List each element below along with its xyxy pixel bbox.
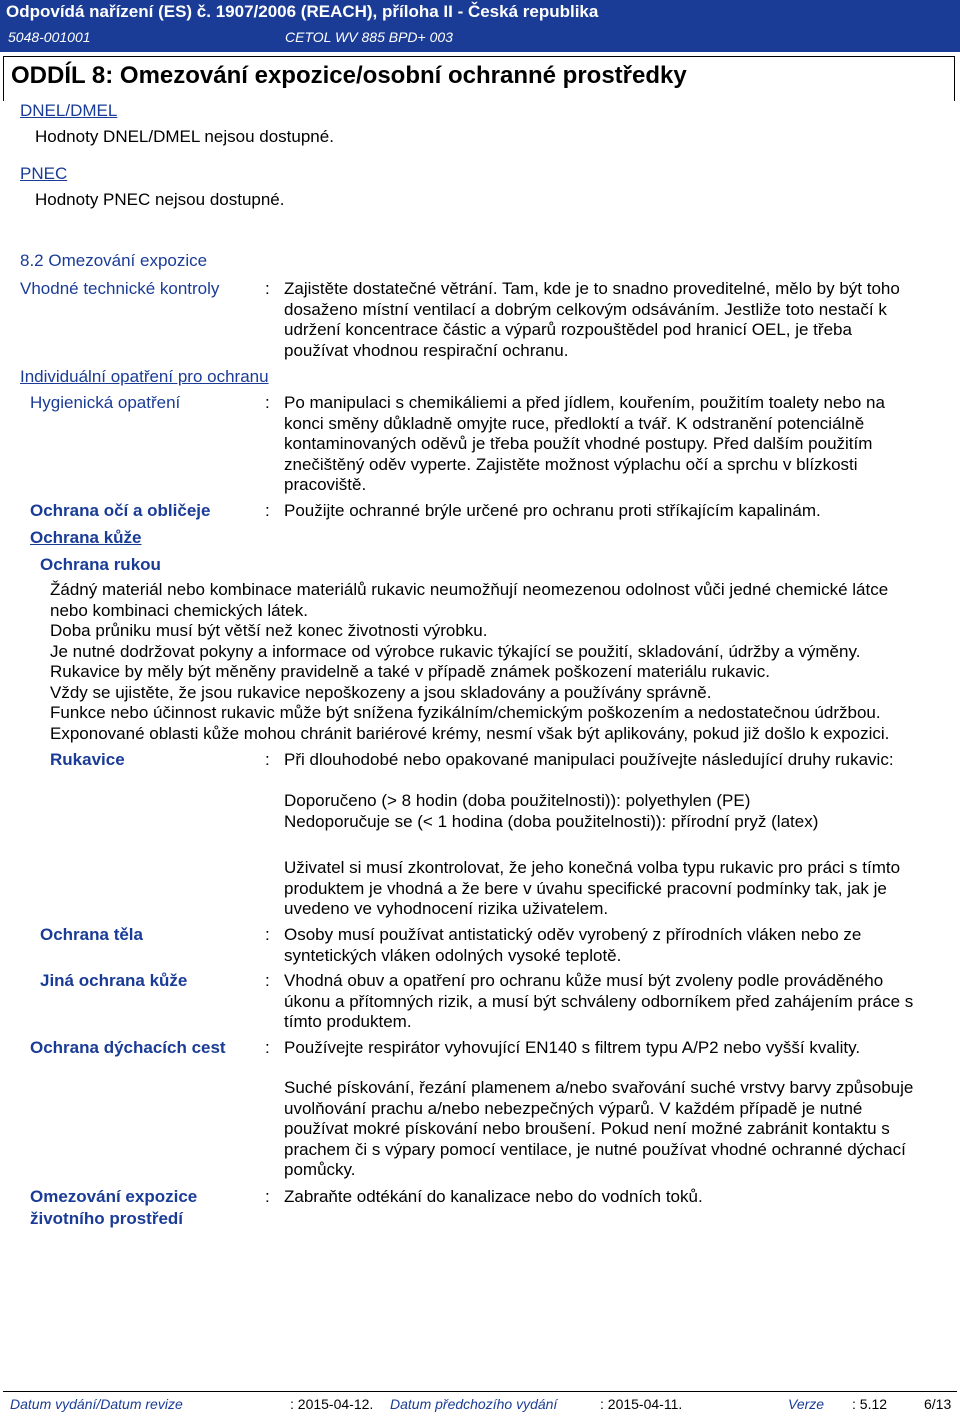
separator: : — [265, 925, 270, 944]
hygiene-line: konci směny důkladně omyjte ruce, předloktí a tvář. K odstranění potenciálně — [284, 413, 865, 433]
separator: : — [265, 393, 270, 412]
respiratory-note-line: Suché pískování, řezání plamenem a/nebo svařování suché vrstvy barvy způsobuje — [284, 1078, 914, 1097]
separator: : — [265, 501, 270, 520]
engineering-label: Vhodné technické kontroly — [20, 279, 220, 298]
hand-label: Ochrana rukou — [40, 555, 161, 574]
engineering-line: udržení koncentrace částic a výparů rozpouštědel pod hranicí OEL, je třeba — [284, 320, 852, 339]
hand-line: Doba průniku musí být větší než konec životnosti výrobku. — [50, 621, 488, 640]
exposure-heading: 8.2 Omezování expozice — [20, 251, 208, 270]
respiratory-note-line: prachem či s výpary pomocí ventilace, je nutné používat vhodné ochranné dýchací — [284, 1139, 906, 1159]
hand-line: nebo kombinaci chemických látek. — [50, 600, 308, 620]
other-skin-line: tímto produktem. — [284, 1012, 412, 1031]
product-name: CETOL WV 885 BPD+ 003 — [285, 29, 453, 45]
gloves-note-line: uvedeno ve vyhodnocení rizika uživatelem. — [284, 899, 609, 918]
hand-line: Rukavice by měly být měněny pravidelně a také v případě známek poškození materiálu rukavic. — [50, 662, 771, 681]
footer-previous-value: : 2015-04-11. — [600, 1396, 683, 1412]
hygiene-label: Hygienická opatření — [30, 393, 181, 412]
separator: : — [265, 1187, 270, 1206]
gloves-label: Rukavice — [50, 750, 125, 769]
body-line: Osoby musí používat antistatický oděv vyrobený z přírodních vláken nebo ze — [284, 925, 862, 944]
footer-version-label: Verze — [788, 1396, 825, 1412]
footer-divider — [3, 1391, 957, 1392]
footer-version-value: : 5.12 — [852, 1396, 888, 1412]
body-line: syntetických vláken odolných vysoké teplotě. — [284, 945, 622, 965]
hand-line: Žádný materiál nebo kombinace materiálů rukavic neumožňují neomezenou odolnost vůči jedné chemické látce — [50, 580, 889, 599]
engineering-line: dosaženo místní ventilací a dobrým celkovým odsáváním. Jestliže toto nestačí k — [284, 299, 887, 319]
eye-label: Ochrana očí a obličeje — [30, 501, 211, 520]
eye-text: Použijte ochranné brýle určené pro ochranu proti stříkajícím kapalinám. — [284, 501, 821, 520]
gloves-note-line: Uživatel si musí zkontrolovat, že jeho konečná volba typu rukavic pro práci s tímto — [284, 858, 901, 877]
other-skin-label: Jiná ochrana kůže — [40, 971, 188, 990]
respiratory-note-line: používat mokré pískování nebo broušení. Pokud není možné zabránit kontaktu s — [284, 1119, 890, 1138]
hand-line: Je nutné dodržovat pokyny a informace od výrobce rukavic týkající se použití, skladování, údržby a výměny. — [50, 641, 861, 661]
footer-previous-label: Datum předchozího vydání — [390, 1396, 558, 1412]
separator: : — [265, 750, 270, 769]
pnec-text: Hodnoty PNEC nejsou dostupné. — [35, 190, 285, 209]
section-title: ODDÍL 8: Omezování expozice/osobní ochranné prostředky — [11, 62, 687, 89]
respiratory-note-line: pomůcky. — [284, 1160, 356, 1179]
engineering-line: používat vhodnou respirační ochranu. — [284, 340, 569, 360]
gloves-intro: Při dlouhodobé nebo opakované manipulaci používejte následující druhy rukavic: — [284, 750, 894, 769]
respiratory-note-line: uvolňování prachu a/nebo nebezpečných výparů. V každém případě je nutné — [284, 1098, 863, 1118]
hand-line: Funkce nebo účinnost rukavic může být snížena fyzikálním/chemickým poškozením a nedostatečnou údržbou. — [50, 703, 881, 722]
environment-text: Zabraňte odtékání do kanalizace nebo do vodních toků. — [284, 1187, 703, 1206]
gloves-not-recommended: Nedoporučuje se (< 1 hodina (doba použitelnosti)): přírodní pryž (latex) — [284, 811, 819, 831]
skin-label: Ochrana kůže — [30, 528, 142, 547]
pnec-heading: PNEC — [20, 164, 68, 183]
respiratory-text: Používejte respirátor vyhovující EN140 s filtrem typu A/P2 nebo vyšší kvality. — [284, 1038, 861, 1057]
individual-heading: Individuální opatření pro ochranu — [20, 367, 269, 386]
gloves-note-line: produktem je vhodná a že bere v úvahu specifické pracovní podmínky tak, jak je — [284, 878, 887, 898]
other-skin-line: Vhodná obuv a opatření pro ochranu kůže musí být zvoleny podle prováděného — [284, 971, 884, 990]
engineering-line: Zajistěte dostatečné větrání. Tam, kde je to snadno proveditelné, mělo by být toho — [284, 279, 900, 298]
body-label: Ochrana těla — [40, 925, 143, 944]
hygiene-line: kontaminovaných oděvů je třeba použít vhodné postupy. Před dalším použitím — [284, 434, 873, 453]
page-number: 6/13 — [924, 1396, 952, 1412]
regulation-title: Odpovídá nařízení (ES) č. 1907/2006 (REACH), příloha II - Česká republika — [6, 2, 599, 21]
footer-issue-value: : 2015-04-12. — [290, 1396, 374, 1412]
product-id: 5048-001001 — [8, 29, 91, 45]
separator: : — [265, 279, 270, 298]
hygiene-line: znečištěný oděv vyperte. Zajistěte možnost výplachu očí a sprchu v blízkosti — [284, 454, 858, 474]
separator: : — [265, 1038, 270, 1057]
hygiene-line: pracoviště. — [284, 475, 367, 494]
environment-label: životního prostředí — [30, 1209, 183, 1228]
separator: : — [265, 971, 270, 990]
dnel-heading: DNEL/DMEL — [20, 101, 118, 120]
hand-line: Vždy se ujistěte, že jsou rukavice nepoškozeny a jsou skladovány a používány správně. — [50, 682, 712, 702]
other-skin-line: úkonu a přítomných rizik, a musí být schváleny odborníkem před zahájením práce s — [284, 991, 914, 1011]
dnel-text: Hodnoty DNEL/DMEL nejsou dostupné. — [35, 127, 334, 146]
environment-label: Omezování expozice — [30, 1187, 198, 1206]
gloves-recommended: Doporučeno (> 8 hodin (doba použitelnosti)): polyethylen (PE) — [284, 791, 751, 810]
footer-issue-label: Datum vydání/Datum revize — [10, 1396, 183, 1412]
respiratory-label: Ochrana dýchacích cest — [30, 1038, 226, 1057]
hand-line: Exponované oblasti kůže mohou chránit bariérové krémy, nesmí však být aplikovány, pokud již došlo k expozici. — [50, 723, 890, 743]
hygiene-line: Po manipulaci s chemikáliemi a před jídlem, kouřením, použitím toalety nebo na — [284, 393, 885, 412]
